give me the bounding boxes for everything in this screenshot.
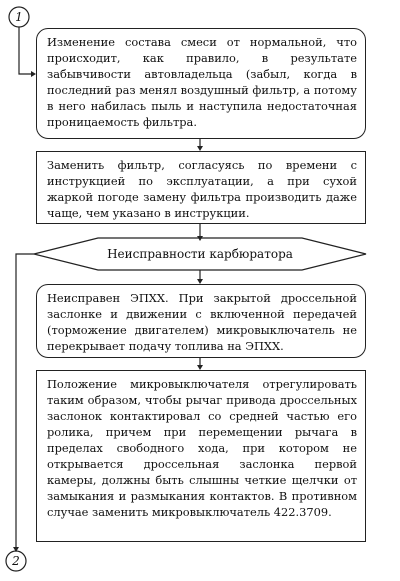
cause-block-2: Неисправен ЭПХХ. При закрытой дроссельной заслонке и движении с включенной передачей (торможение двигателем) микровыключатель не перекрывает подачу топлива на ЭПХХ. <box>36 284 366 358</box>
section-title: Неисправности карбюратора <box>107 247 293 261</box>
connector-label-1: 1 <box>15 10 23 24</box>
connector-label-2: 2 <box>12 554 20 568</box>
connector-line-2 <box>16 254 34 549</box>
action-block-2: Положение микровыключателя отрегулировать таким образом, чтобы рычаг привода дроссельных заслонок контактировал со средней частью его ролика, причем при перемещении рычага в пределах свободного хода, при котором не открывается дроссельная заслонка первой камеры, должны быть слышны четкие щелчки от замыкания и размыкания контактов. В противном случае заменить микровыключатель 422.3709. <box>36 370 366 542</box>
connector-line-1 <box>19 27 31 74</box>
cause-block-1: Изменение состава смеси от нормальной, что происходит, как правило, в результате забывчивости автовладельца (забыл, когда в последний раз менял воздушный фильтр, а потому в него набилась пыль и наступила недостаточная проницаемость фильтра. <box>36 28 366 139</box>
action-block-1: Заменить фильтр, согласуясь по времени с инструкцией по эксплуатации, а при сухой жаркой погоде замену фильтра производить даже чаще, чем указано в инструкции. <box>36 151 366 224</box>
